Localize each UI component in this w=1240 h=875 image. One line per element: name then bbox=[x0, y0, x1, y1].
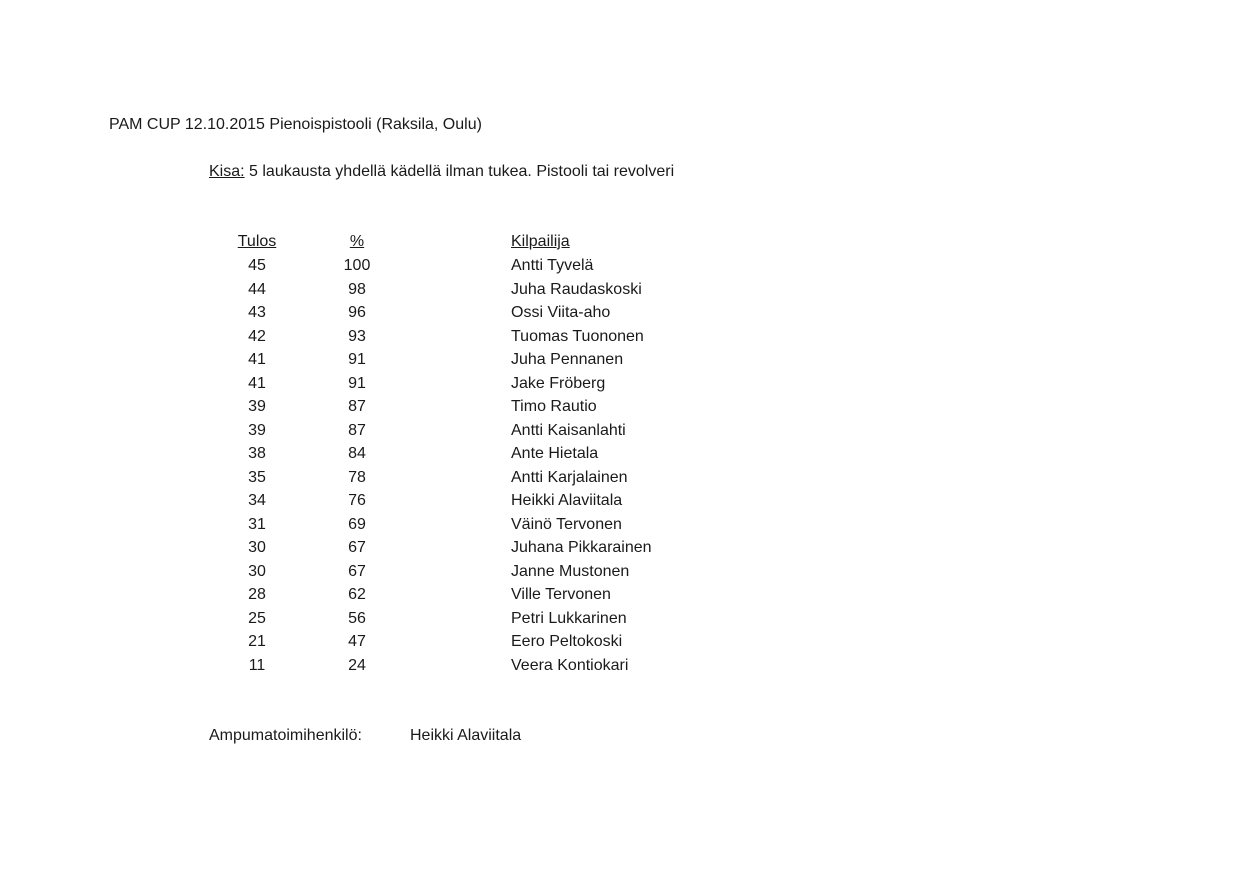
cell-tulos: 39 bbox=[248, 421, 266, 439]
column-header-kilpailija: Kilpailija bbox=[511, 233, 570, 250]
cell-percent: 98 bbox=[348, 280, 366, 298]
cell-percent: 87 bbox=[348, 398, 366, 415]
cell-kilpailija: Janne Mustonen bbox=[511, 562, 630, 580]
cell-kilpailija: Petri Lukkarinen bbox=[511, 609, 627, 627]
cell-kilpailija: Antti Tyvelä bbox=[511, 257, 594, 274]
cell-kilpailija: Ante Hietala bbox=[511, 445, 599, 462]
cell-tulos: 34 bbox=[248, 492, 266, 509]
cell-kilpailija: Tuomas Tuononen bbox=[511, 327, 644, 345]
cell-tulos: 28 bbox=[248, 586, 266, 603]
cell-kilpailija: Väinö Tervonen bbox=[511, 515, 622, 533]
cell-tulos: 43 bbox=[248, 304, 266, 321]
cell-percent: 93 bbox=[348, 327, 366, 345]
cell-tulos: 39 bbox=[248, 398, 266, 415]
cell-percent: 62 bbox=[348, 586, 366, 603]
column-header-percent: % bbox=[349, 233, 365, 250]
cell-kilpailija: Timo Rautio bbox=[511, 398, 597, 415]
cell-percent: 24 bbox=[348, 656, 366, 674]
cell-percent: 47 bbox=[348, 633, 366, 650]
cell-tulos: 41 bbox=[248, 374, 266, 392]
cell-tulos: 25 bbox=[248, 609, 266, 627]
cell-percent: 96 bbox=[348, 304, 366, 321]
cell-kilpailija: Eero Peltokoski bbox=[511, 633, 623, 650]
cell-kilpailija: Ossi Viita-aho bbox=[511, 304, 611, 321]
cell-percent: 84 bbox=[348, 445, 366, 462]
official-label: Ampumatoimihenkilö: bbox=[209, 727, 362, 744]
cell-percent: 91 bbox=[348, 351, 366, 368]
cell-tulos: 31 bbox=[248, 515, 266, 533]
competition-description bbox=[209, 162, 674, 182]
competition-label: Kisa: bbox=[209, 163, 245, 180]
cell-kilpailija: Juha Raudaskoski bbox=[511, 280, 642, 298]
cell-percent: 69 bbox=[348, 515, 366, 533]
cell-tulos: 41 bbox=[248, 351, 266, 368]
competition-text: 5 laukausta yhdellä kädellä ilman tukea. Pistooli tai revolveri bbox=[244, 163, 675, 180]
cell-percent: 67 bbox=[348, 539, 366, 556]
cell-tulos: 42 bbox=[248, 327, 266, 345]
cell-kilpailija: Veera Kontiokari bbox=[511, 656, 629, 674]
cell-percent: 91 bbox=[348, 374, 366, 392]
cell-tulos: 21 bbox=[248, 633, 266, 650]
cell-kilpailija: Juha Pennanen bbox=[511, 351, 624, 368]
cell-percent: 87 bbox=[348, 421, 366, 439]
cell-tulos: 35 bbox=[248, 468, 266, 486]
cell-percent: 76 bbox=[348, 492, 366, 509]
cell-percent: 56 bbox=[348, 609, 366, 627]
cell-kilpailija: Heikki Alaviitala bbox=[511, 492, 623, 509]
cell-tulos: 30 bbox=[248, 562, 266, 580]
document-title: PAM CUP 12.10.2015 Pienoispistooli (Raksila, Oulu) bbox=[109, 116, 482, 133]
cell-kilpailija: Antti Kaisanlahti bbox=[511, 421, 626, 439]
column-header-tulos: Tulos bbox=[237, 233, 277, 250]
cell-kilpailija: Antti Karjalainen bbox=[511, 468, 628, 486]
cell-kilpailija: Juhana Pikkarainen bbox=[511, 539, 652, 556]
cell-tulos: 44 bbox=[248, 280, 266, 298]
cell-kilpailija: Ville Tervonen bbox=[511, 586, 611, 603]
official-name: Heikki Alaviitala bbox=[410, 727, 522, 744]
cell-tulos: 11 bbox=[248, 656, 266, 674]
cell-tulos: 30 bbox=[248, 539, 266, 556]
cell-percent: 78 bbox=[348, 468, 366, 486]
cell-tulos: 45 bbox=[248, 257, 266, 274]
cell-percent: 100 bbox=[343, 257, 371, 274]
cell-percent: 67 bbox=[348, 562, 366, 580]
cell-kilpailija: Jake Fröberg bbox=[511, 374, 606, 392]
cell-tulos: 38 bbox=[248, 445, 266, 462]
